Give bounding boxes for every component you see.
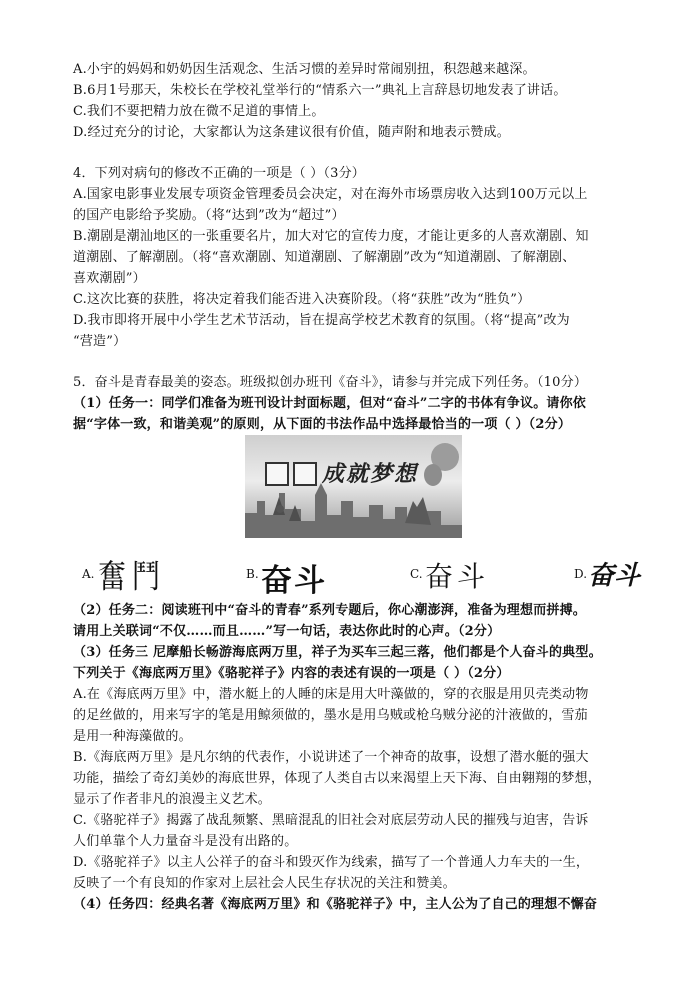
task3-option-a-line1: A.在《海底两万里》中，潜水艇上的人睡的床是用大叶藻做的，穿的衣服是用贝壳类动物 (73, 687, 589, 702)
regular-script-glyph: 奋斗 (425, 560, 490, 593)
option-label: D. (574, 567, 588, 581)
option-label: B. (246, 567, 259, 581)
q4-option-d-line2: “营造”） (73, 334, 127, 349)
task1-line2: 据“字体一致，和谐美观”的原则，从下面的书法作品中选择最恰当的一项（ ）（2分） (73, 417, 572, 432)
banner-title: 成就梦想 (322, 461, 419, 487)
q4-option-a-line1: A.国家电影事业发展专项资金管理委员会决定，对在海外市场票房收入达到100万元以上 (73, 187, 588, 202)
q3-option-a: A.小宇的妈妈和奶奶因生活观念、生活习惯的差异时常闹别扭，积怨越来越深。 (73, 62, 536, 77)
task3-line2: 下列关于《海底两万里》《骆驼祥子》内容的表述有误的一项是（ ）（2分） (73, 666, 510, 681)
cover-banner-image (245, 435, 462, 538)
calligraphy-option-b (246, 555, 366, 599)
bold-script-glyph: 奋斗 (261, 563, 327, 599)
task2-line1: （2）任务二：阅读班刊中“奋斗的青春”系列专题后，你心潮澎湃，准备为理想而拼搏。 (73, 603, 587, 618)
blank-title-boxes (265, 462, 321, 486)
q4-stem: 4．下列对病句的修改不正确的一项是（ ）（3分） (73, 166, 365, 181)
q5-stem: 5．奋斗是青春最美的姿态。班级拟创办班刊《奋斗》，请参与并完成下列任务。（10分） (73, 375, 588, 390)
task4-line1: （4）任务四：经典名著《海底两万里》和《骆驼祥子》中，主人公为了自己的理想不懈奋 (73, 897, 598, 912)
task3-option-b-line1: B.《海底两万里》是凡尔纳的代表作，小说讲述了一个神奇的故事，设想了潜水艇的强大 (73, 750, 589, 765)
task1-line1: （1）任务一：同学们准备为班刊设计封面标题，但对“奋斗”二字的书体有争议。请你依 (73, 396, 587, 411)
q3-option-b: B.6月1号那天，朱校长在学校礼堂举行的“情系六一”典礼上言辞恳切地发表了讲话。 (73, 83, 567, 98)
task2-line2: 请用上关联词“不仅……而且……”写一句话，表达你此时的心声。（2分） (73, 624, 501, 639)
task3-option-a-line2: 的足丝做的，用来写字的笔是用鲸须做的，墨水是用乌贼或枪乌贼分泌的汁液做的，雪茄 (73, 708, 588, 723)
calligraphy-option-c (410, 555, 510, 595)
q4-option-b-line1: B.潮剧是潮汕地区的一张重要名片，加大对它的宣传力度，才能让更多的人喜欢潮剧、知 (73, 229, 589, 244)
task3-line1: （3）任务三 尼摩船长畅游海底两万里，祥子为买车三起三落，他们都是个人奋斗的典型。 (73, 645, 602, 660)
q4-option-c: C.这次比赛的获胜，将决定着我们能否进入决赛阶段。（将“获胜”改为“胜负”） (73, 292, 531, 307)
q3-option-c: C.我们不要把精力放在微不足道的事情上。 (73, 104, 325, 119)
task3-option-c-line2: 人们单靠个人力量奋斗是没有出路的。 (73, 834, 298, 849)
task3-option-a-line3: 是用一种海藻做的。 (73, 729, 192, 744)
task3-option-d-line2: 反映了一个有良知的作家对上层社会人民生存状况的关注和赞美。 (73, 876, 456, 891)
running-script-glyph: 奋斗 (588, 561, 641, 591)
blank-box (293, 462, 317, 486)
q4-option-b-line2: 道潮剧、了解潮剧。（将“喜欢潮剧、知道潮剧、了解潮剧”改为“知道潮剧、了解潮剧、 (73, 250, 576, 265)
task3-option-b-line3: 显示了作者非凡的浪漫主义艺术。 (73, 792, 272, 807)
q3-option-d: D.经过充分的讨论，大家都认为这条建议很有价值，随声附和地表示赞成。 (73, 125, 510, 140)
task3-option-b-line2: 功能，描绘了奇幻美妙的海底世界，体现了人类自古以来渴望上天下海、自由翱翔的梦想， (73, 771, 602, 786)
q4-option-a-line2: 的国产电影给予奖励。（将“达到”改为“超过”） (73, 208, 345, 223)
blank-box (265, 462, 289, 486)
q4-option-b-line3: 喜欢潮剧”） (73, 271, 146, 286)
q4-option-d-line1: D.我市即将开展中小学生艺术节活动，旨在提高学校艺术教育的氛围。（将“提高”改为 (73, 313, 570, 328)
seal-script-glyph: 奮鬥 (98, 557, 167, 596)
task3-option-c-line1: C.《骆驼祥子》揭露了战乱频繁、黑暗混乱的旧社会对底层劳动人民的摧残与迫害，告诉 (73, 813, 589, 828)
option-label: C. (410, 567, 423, 581)
option-label: A. (82, 567, 95, 581)
calligraphy-option-a (82, 555, 182, 595)
calligraphy-option-d (574, 555, 674, 595)
task3-option-d-line1: D.《骆驼祥子》以主人公祥子的奋斗和毁灭作为线索，描写了一个普通人力车夫的一生， (73, 855, 590, 870)
